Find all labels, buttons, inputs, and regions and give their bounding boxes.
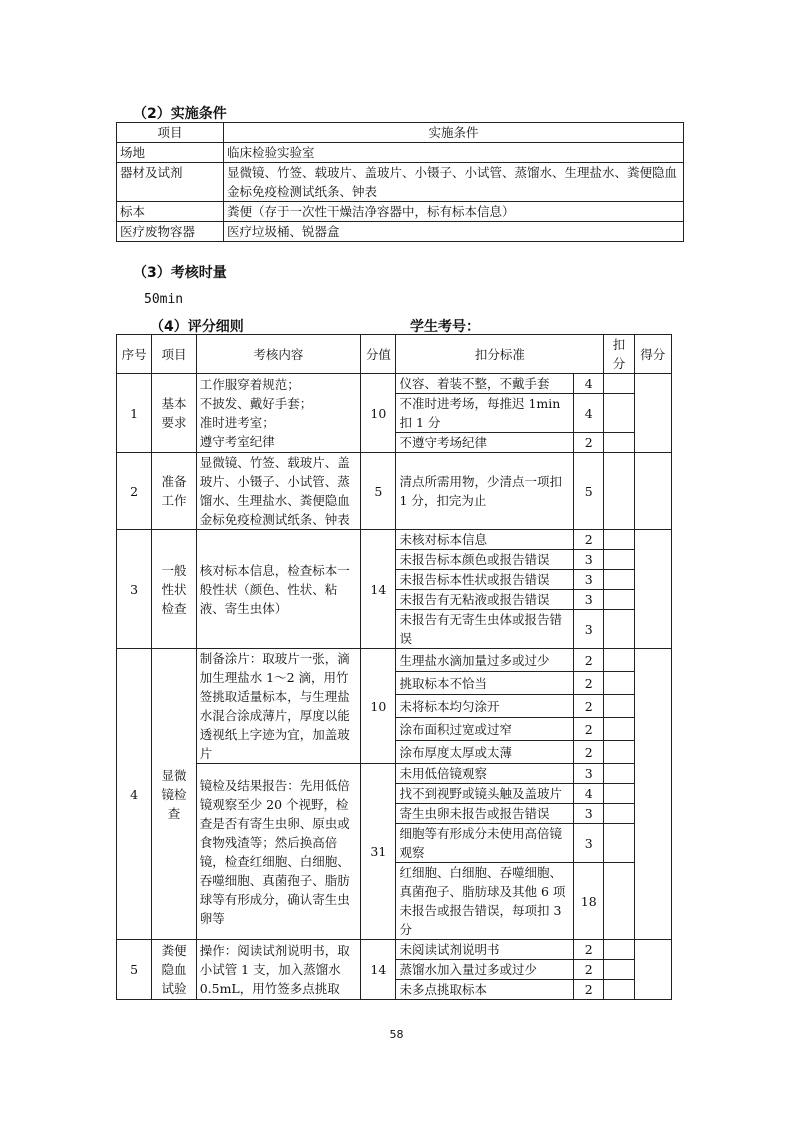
criterion-points: 3 xyxy=(574,804,604,824)
row-number: 3 xyxy=(117,530,152,649)
table-row xyxy=(117,222,684,242)
deduction-cell[interactable] xyxy=(604,394,634,433)
deduction-cell[interactable] xyxy=(604,570,634,590)
criterion-points: 3 xyxy=(574,590,604,610)
row-score: 14 xyxy=(361,940,396,1000)
criterion-points: 3 xyxy=(574,570,604,590)
deduction-cell[interactable] xyxy=(604,824,634,863)
table-row xyxy=(117,940,672,960)
column-header: 实施条件 xyxy=(224,123,684,143)
student-id-label: 学生考号： xyxy=(410,319,480,335)
deduction-cell[interactable] xyxy=(604,784,634,804)
table-row xyxy=(117,530,672,550)
column-header: 序号 xyxy=(117,335,152,374)
criterion-text: 未将标本均匀涂开 xyxy=(396,695,574,718)
deduction-cell[interactable] xyxy=(604,764,634,784)
column-header: 分值 xyxy=(361,335,396,374)
deduction-cell[interactable] xyxy=(604,649,634,672)
condition-item: 器材及试剂 xyxy=(117,163,224,202)
row-score: 5 xyxy=(361,453,396,530)
row-content: 工作服穿着规范； 不披发、戴好手套； 准时进考室； 遵守考室纪律 xyxy=(196,374,360,453)
table-row xyxy=(117,163,684,202)
exam-duration: 50min xyxy=(144,292,184,307)
row-content: 制备涂片：取玻片一张，滴加生理盐水 1～2 滴，用竹签挑取适量标本，与生理盐水混合涂成薄片，厚度以能透视纸上字迹为宜，加盖玻片 xyxy=(196,649,360,764)
criterion-text: 未阅读试剂说明书 xyxy=(396,940,574,960)
criterion-points: 3 xyxy=(574,824,604,863)
criterion-text: 未多点挑取标本 xyxy=(396,980,574,1000)
row-number: 5 xyxy=(117,940,152,1000)
column-header: 扣分标准 xyxy=(396,335,604,374)
criterion-text: 清点所需用物，少清点一项扣 1 分，扣完为止 xyxy=(396,453,574,530)
criterion-points: 2 xyxy=(574,433,604,453)
criterion-text: 仪容、着装不整，不戴手套 xyxy=(396,374,574,394)
criterion-points: 2 xyxy=(574,649,604,672)
row-number: 2 xyxy=(117,453,152,530)
criterion-points: 4 xyxy=(574,784,604,804)
deduction-cell[interactable] xyxy=(604,672,634,695)
section4-title: （4）评分细则 xyxy=(150,319,244,335)
score-cell[interactable] xyxy=(634,649,671,940)
condition-item: 标本 xyxy=(117,202,224,222)
row-number: 4 xyxy=(117,649,152,940)
score-cell[interactable] xyxy=(634,453,671,530)
condition-content: 粪便（存于一次性干燥洁净容器中，标有标本信息） xyxy=(224,202,684,222)
criterion-points: 2 xyxy=(574,718,604,741)
condition-item: 场地 xyxy=(117,143,224,163)
criterion-text: 未报告有无粘液或报告错误 xyxy=(396,590,574,610)
criterion-text: 未报告标本颜色或报告错误 xyxy=(396,550,574,570)
deduction-cell[interactable] xyxy=(604,433,634,453)
criterion-text: 找不到视野或镜头触及盖玻片 xyxy=(396,784,574,804)
criterion-points: 3 xyxy=(574,610,604,649)
row-item: 粪便隐血试验 xyxy=(152,940,196,1000)
criterion-text: 生理盐水滴加量过多或过少 xyxy=(396,649,574,672)
criterion-points: 2 xyxy=(574,530,604,550)
criterion-points: 2 xyxy=(574,741,604,764)
criterion-text: 蒸馏水加入量过多或过少 xyxy=(396,960,574,980)
row-score: 31 xyxy=(361,764,396,940)
criterion-points: 2 xyxy=(574,960,604,980)
deduction-cell[interactable] xyxy=(604,695,634,718)
column-header: 项目 xyxy=(152,335,196,374)
criterion-text: 细胞等有形成分未使用高倍镜观察 xyxy=(396,824,574,863)
criterion-points: 4 xyxy=(574,374,604,394)
row-content: 操作：阅读试剂说明书，取小试管 1 支，加入蒸馏水 0.5mL，用竹签多点挑取 xyxy=(196,940,360,1000)
deduction-cell[interactable] xyxy=(604,718,634,741)
deduction-cell[interactable] xyxy=(604,804,634,824)
criterion-points: 5 xyxy=(574,453,604,530)
page-number: 58 xyxy=(389,1028,404,1041)
criterion-text: 不遵守考场纪律 xyxy=(396,433,574,453)
table-row xyxy=(117,143,684,163)
row-score: 10 xyxy=(361,374,396,453)
column-header: 扣分 xyxy=(604,335,634,374)
criterion-points: 3 xyxy=(574,550,604,570)
row-score: 10 xyxy=(361,649,396,764)
section3-title: （3）考核时量 xyxy=(133,265,227,281)
column-header: 考核内容 xyxy=(196,335,360,374)
row-item: 一般性状检查 xyxy=(152,530,196,649)
criterion-text: 涂布面积过宽或过窄 xyxy=(396,718,574,741)
section2-title: （2）实施条件 xyxy=(133,106,227,122)
table-row xyxy=(117,764,672,784)
deduction-cell[interactable] xyxy=(604,530,634,550)
conditions-table xyxy=(116,122,684,242)
criterion-text: 不准时进考场，每推迟 1min 扣 1 分 xyxy=(396,394,574,433)
deduction-cell[interactable] xyxy=(604,980,634,1000)
criterion-text: 未报告标本性状或报告错误 xyxy=(396,570,574,590)
deduction-cell[interactable] xyxy=(604,550,634,570)
deduction-cell[interactable] xyxy=(604,940,634,960)
criterion-text: 涂布厚度太厚或太薄 xyxy=(396,741,574,764)
criterion-points: 2 xyxy=(574,940,604,960)
condition-content: 显微镜、竹签、载玻片、盖玻片、小镊子、小试管、蒸馏水、生理盐水、粪便隐血金标免疫检测试纸条、钟表 xyxy=(224,163,684,202)
deduction-cell[interactable] xyxy=(604,610,634,649)
deduction-cell[interactable] xyxy=(604,590,634,610)
column-header: 项目 xyxy=(117,123,224,143)
score-cell[interactable] xyxy=(634,374,671,453)
criterion-text: 寄生虫卵未报告或报告错误 xyxy=(396,804,574,824)
criterion-points: 4 xyxy=(574,394,604,433)
scoring-table xyxy=(116,334,672,1000)
table-header-row xyxy=(117,123,684,143)
criterion-text: 未报告有无寄生虫体或报告错误 xyxy=(396,610,574,649)
row-item: 显微镜检查 xyxy=(152,649,196,940)
row-item: 准备工作 xyxy=(152,453,196,530)
deduction-cell[interactable] xyxy=(604,374,634,394)
column-header: 得分 xyxy=(634,335,671,374)
table-row xyxy=(117,453,672,530)
row-content: 核对标本信息，检查标本一般性状（颜色、性状、粘液、寄生虫体） xyxy=(196,530,360,649)
criterion-points: 3 xyxy=(574,764,604,784)
criterion-points: 2 xyxy=(574,980,604,1000)
criterion-text: 挑取标本不恰当 xyxy=(396,672,574,695)
table-header-row xyxy=(117,335,672,374)
table-row xyxy=(117,649,672,672)
deduction-cell[interactable] xyxy=(604,863,634,940)
row-content: 镜检及结果报告：先用低倍镜观察至少 20 个视野，检查是否有寄生虫卵、原虫或食物残渣等；然后换高倍镜，检查红细胞、白细胞、吞噬细胞、真菌孢子、脂肪球等有形成分，确认寄生虫卵等 xyxy=(196,764,360,940)
criterion-points: 2 xyxy=(574,695,604,718)
criterion-text: 未用低倍镜观察 xyxy=(396,764,574,784)
row-item: 基本要求 xyxy=(152,374,196,453)
criterion-points: 2 xyxy=(574,672,604,695)
row-content: 显微镜、竹签、载玻片、盖玻片、小镊子、小试管、蒸馏水、生理盐水、粪便隐血金标免疫检测试纸条、钟表 xyxy=(196,453,360,530)
condition-item: 医疗废物容器 xyxy=(117,222,224,242)
table-row xyxy=(117,374,672,394)
row-number: 1 xyxy=(117,374,152,453)
table-row xyxy=(117,202,684,222)
criterion-points: 18 xyxy=(574,863,604,940)
criterion-text: 未核对标本信息 xyxy=(396,530,574,550)
deduction-cell[interactable] xyxy=(604,453,634,530)
condition-content: 临床检验实验室 xyxy=(224,143,684,163)
row-score: 14 xyxy=(361,530,396,649)
criterion-text: 红细胞、白细胞、吞噬细胞、真菌孢子、脂肪球及其他 6 项未报告或报告错误，每项扣 3 分 xyxy=(396,863,574,940)
score-cell[interactable] xyxy=(634,530,671,649)
condition-content: 医疗垃圾桶、锐器盒 xyxy=(224,222,684,242)
deduction-cell[interactable] xyxy=(604,741,634,764)
deduction-cell[interactable] xyxy=(604,960,634,980)
score-cell[interactable] xyxy=(634,940,671,1000)
